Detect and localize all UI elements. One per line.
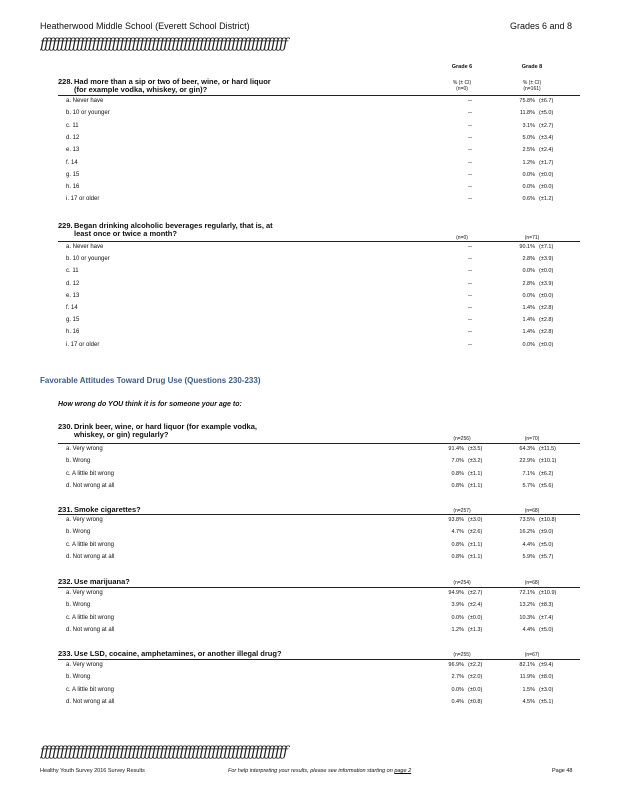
grade8-percent: 3.1% xyxy=(522,122,535,129)
sample-size-grade6: (n=0) xyxy=(456,86,468,92)
grade6-ci: (±3.2) xyxy=(468,458,483,465)
section-title: Favorable Attitudes Toward Drug Use (Questions 230-233) xyxy=(40,376,261,385)
grade6-ci: (±0.8) xyxy=(468,698,483,705)
grade8-percent: 13.2% xyxy=(519,602,535,609)
grade8-ci: (±8.3) xyxy=(539,602,554,609)
option-label: e. 13 xyxy=(66,147,80,154)
question-text-line2: (for example vodka, whiskey, or gin)? xyxy=(74,85,208,94)
grade6-percent: 0.8% xyxy=(451,541,464,548)
sample-size-grade6: (n=0) xyxy=(456,235,468,241)
grade8-percent: 11.9% xyxy=(519,674,535,681)
grade6-percent: -- xyxy=(468,280,472,287)
sample-size-grade8: (n=71) xyxy=(524,235,540,241)
grade8-percent: 4.4% xyxy=(522,541,535,548)
grade8-percent: 1.2% xyxy=(522,159,535,166)
grade8-ci: (±2.8) xyxy=(539,329,554,336)
grade8-percent: 2.8% xyxy=(522,256,535,263)
option-label: e. 13 xyxy=(66,292,80,299)
grade6-percent: -- xyxy=(468,256,472,263)
option-label: d. Not wrong at all xyxy=(66,698,115,705)
grade8-percent: 1.4% xyxy=(522,329,535,336)
question-text-line1: Smoke cigarettes? xyxy=(74,505,141,514)
option-label: b. Wrong xyxy=(66,674,91,681)
grade6-percent: 0.4% xyxy=(451,698,464,705)
question-231 xyxy=(58,506,388,514)
question-text-line1: Use marijuana? xyxy=(74,577,130,586)
option-label: d. 12 xyxy=(66,280,80,287)
grade8-percent: 90.1% xyxy=(519,244,535,250)
grade6-percent: -- xyxy=(468,305,472,311)
question-rule xyxy=(58,514,580,515)
grade8-ci: (±7.1) xyxy=(539,244,554,250)
grade6-percent: 91.4% xyxy=(448,446,464,452)
grade8-ci: (±9.4) xyxy=(539,662,554,668)
document-header-grades: Grades 6 and 8 xyxy=(510,21,573,31)
grade8-ci: (±2.4) xyxy=(539,147,554,154)
option-label: b. 10 or younger xyxy=(66,256,110,263)
question-rule xyxy=(58,587,580,588)
grade8-percent: 0.0% xyxy=(522,171,535,178)
grade8-percent: 4.5% xyxy=(522,698,535,705)
option-label: i. 17 or older xyxy=(66,196,100,203)
question-rule xyxy=(58,95,580,96)
grade6-percent: 4.7% xyxy=(451,529,464,536)
question-230 xyxy=(58,423,388,439)
column-heading-grade6: Grade 6 xyxy=(451,64,473,70)
question-number: 233. xyxy=(58,649,73,658)
grade8-ci: (±5.1) xyxy=(539,698,554,705)
sample-size-grade8: (n=68) xyxy=(524,508,540,514)
sample-size-grade8: (n=68) xyxy=(524,580,540,586)
question-rule xyxy=(58,659,580,660)
grade8-ci: (±10.1) xyxy=(539,458,557,465)
grade8-ci: (±3.9) xyxy=(539,280,554,287)
grade6-percent: -- xyxy=(468,244,472,250)
grade8-percent: 1.4% xyxy=(522,317,535,324)
option-label: a. Never have xyxy=(66,244,104,250)
grade6-ci: (±3.5) xyxy=(468,446,483,452)
grade6-ci: (±1.1) xyxy=(468,553,483,560)
ci-label-grade8: % (± CI) xyxy=(522,80,542,86)
grade8-ci: (±3.4) xyxy=(539,134,554,141)
grade8-ci: (±1.2) xyxy=(539,196,554,203)
grade8-ci: (±9.0) xyxy=(539,529,554,536)
option-label: h. 16 xyxy=(66,329,80,336)
question-number: 231. xyxy=(58,505,73,514)
option-label: g. 15 xyxy=(66,317,80,324)
option-label: i. 17 or older xyxy=(66,341,100,348)
grade8-ci: (±0.0) xyxy=(539,268,554,275)
grade8-ci: (±6.7) xyxy=(539,98,554,104)
grade6-percent: 96.9% xyxy=(448,662,464,668)
grade6-percent: 0.0% xyxy=(451,614,464,621)
grade8-ci: (±11.5) xyxy=(539,446,556,452)
grade8-ci: (±2.8) xyxy=(539,317,554,324)
grade6-percent: 0.8% xyxy=(451,482,464,489)
grade6-percent: -- xyxy=(468,98,472,104)
question-228 xyxy=(58,78,388,94)
footer-help-sentence: For help interpreting your results, please see information starting on xyxy=(228,768,393,774)
grade8-ci: (±0.0) xyxy=(539,171,554,178)
option-label: g. 15 xyxy=(66,171,80,178)
grade6-percent: -- xyxy=(468,122,472,129)
question-text-line2: least once or twice a month? xyxy=(74,229,177,238)
grade6-percent: -- xyxy=(468,329,472,336)
grade6-ci: (±2.0) xyxy=(468,674,483,681)
option-label: b. Wrong xyxy=(66,458,91,465)
question-rule xyxy=(58,443,580,444)
grade6-ci: (±0.0) xyxy=(468,686,483,693)
question-number: 228. xyxy=(58,77,73,86)
question-233 xyxy=(58,650,388,658)
option-label: d. Not wrong at all xyxy=(66,626,115,633)
grade6-ci: (±3.0) xyxy=(468,517,483,523)
grade8-percent: 10.3% xyxy=(519,614,535,621)
question-number: 229. xyxy=(58,221,73,230)
header-decorative-rule: ƒƒƒƒƒƒƒƒƒƒƒƒƒƒƒƒƒƒƒƒƒƒƒƒƒƒƒƒƒƒƒƒƒƒƒƒƒƒƒƒƒƒƒƒƒƒƒƒƒƒƒƒƒƒƒƒƒƒƒƒƒƒ xyxy=(40,36,287,52)
grade6-ci: (±1.1) xyxy=(468,470,483,477)
option-label: c. A little bit wrong xyxy=(66,614,115,621)
grade8-percent: 5.9% xyxy=(522,553,535,560)
grade8-percent: 22.9% xyxy=(519,458,535,465)
sample-size-grade6: (n=256) xyxy=(453,436,471,442)
option-label: a. Never have xyxy=(66,98,104,104)
grade8-ci: (±0.0) xyxy=(539,184,554,191)
question-text-line1: Had more than a sip or two of beer, wine, or hard liquor xyxy=(74,77,271,86)
grade8-percent: 0.0% xyxy=(522,268,535,275)
sample-size-grade8: (n=70) xyxy=(524,436,540,442)
option-label: b. 10 or younger xyxy=(66,110,110,117)
grade6-percent: 1.2% xyxy=(451,626,464,633)
sample-size-grade6: (n=255) xyxy=(453,652,471,658)
grade6-percent: -- xyxy=(468,171,472,178)
grade8-percent: 16.2% xyxy=(519,529,535,536)
ci-label-grade6: % (± CI) xyxy=(452,80,472,86)
grade6-percent: 2.7% xyxy=(451,674,464,681)
grade8-percent: 75.8% xyxy=(519,98,535,104)
grade6-percent: -- xyxy=(468,341,472,348)
question-number: 232. xyxy=(58,577,73,586)
question-text-line1: Drink beer, wine, or hard liquor (for example vodka, xyxy=(74,422,257,431)
grade6-percent: -- xyxy=(468,147,472,154)
option-label: c. 11 xyxy=(66,268,79,275)
grade8-percent: 4.4% xyxy=(522,626,535,633)
grade8-ci: (±7.4) xyxy=(539,614,554,621)
grade6-percent: 0.0% xyxy=(451,686,464,693)
grade8-ci: (±3.9) xyxy=(539,256,554,263)
option-label: c. A little bit wrong xyxy=(66,541,115,548)
footer-decorative-rule: ƒƒƒƒƒƒƒƒƒƒƒƒƒƒƒƒƒƒƒƒƒƒƒƒƒƒƒƒƒƒƒƒƒƒƒƒƒƒƒƒƒƒƒƒƒƒƒƒƒƒƒƒƒƒƒƒƒƒƒƒƒƒ xyxy=(40,744,287,760)
footer-survey-title: Healthy Youth Survey 2016 Survey Results xyxy=(40,768,145,774)
sample-size-grade8: (n=161) xyxy=(523,86,541,92)
grade8-percent: 73.5% xyxy=(519,517,535,523)
grade8-percent: 0.0% xyxy=(522,292,535,299)
grade8-ci: (±5.0) xyxy=(539,110,554,117)
footer-help-text xyxy=(228,768,411,774)
sample-size-grade8: (n=67) xyxy=(524,652,540,658)
option-label: a. Very wrong xyxy=(66,517,103,523)
sample-size-grade6: (n=254) xyxy=(453,580,471,586)
grade6-percent: -- xyxy=(468,292,472,299)
grade6-ci: (±1.1) xyxy=(468,482,483,489)
grade6-ci: (±2.6) xyxy=(468,529,483,536)
grade8-percent: 7.1% xyxy=(522,470,535,477)
option-label: h. 16 xyxy=(66,184,80,191)
grade6-ci: (±1.1) xyxy=(468,541,483,548)
option-label: b. Wrong xyxy=(66,529,91,536)
question-number: 230. xyxy=(58,422,73,431)
grade8-ci: (±6.2) xyxy=(539,470,554,477)
grade8-ci: (±5.0) xyxy=(539,626,554,633)
footer-page-link[interactable]: page 2 xyxy=(394,768,412,774)
grade6-ci: (±2.7) xyxy=(468,590,483,596)
option-label: f. 14 xyxy=(66,305,78,311)
section-prompt: How wrong do YOU think it is for someone your age to: xyxy=(58,401,242,408)
grade8-percent: 2.8% xyxy=(522,280,535,287)
grade6-percent: 3.9% xyxy=(451,602,464,609)
document-header-title: Heatherwood Middle School (Everett School District) xyxy=(40,21,250,31)
grade8-ci: (±0.0) xyxy=(539,341,554,348)
grade6-ci: (±2.2) xyxy=(468,662,483,668)
column-heading-grade8: Grade 8 xyxy=(521,64,543,70)
footer-page-number: Page 48 xyxy=(552,768,573,774)
grade6-percent: 0.8% xyxy=(451,553,464,560)
option-label: b. Wrong xyxy=(66,602,91,609)
grade6-percent: -- xyxy=(468,184,472,191)
grade8-percent: 0.6% xyxy=(522,196,535,203)
grade8-ci: (±8.0) xyxy=(539,674,554,681)
grade6-percent: -- xyxy=(468,110,472,117)
grade6-percent: -- xyxy=(468,159,472,166)
question-232 xyxy=(58,578,388,586)
question-text-line1: Began drinking alcoholic beverages regularly, that is, at xyxy=(74,221,273,230)
grade8-percent: 5.0% xyxy=(522,134,535,141)
grade8-percent: 11.8% xyxy=(519,110,535,117)
grade8-percent: 1.4% xyxy=(522,305,535,311)
option-label: f. 14 xyxy=(66,159,78,166)
grade8-percent: 72.1% xyxy=(519,590,535,596)
grade6-ci: (±0.0) xyxy=(468,614,483,621)
question-text-line1: Use LSD, cocaine, amphetamines, or another illegal drug? xyxy=(74,649,282,658)
option-label: c. 11 xyxy=(66,122,79,129)
grade6-percent: 7.0% xyxy=(451,458,464,465)
question-rule xyxy=(58,241,580,242)
grade6-percent: 0.8% xyxy=(451,470,464,477)
option-label: a. Very wrong xyxy=(66,590,103,596)
option-label: c. A little bit wrong xyxy=(66,470,115,477)
grade8-ci: (±5.0) xyxy=(539,541,554,548)
grade8-ci: (±10.9) xyxy=(539,590,557,596)
option-label: c. A little bit wrong xyxy=(66,686,115,693)
option-label: d. Not wrong at all xyxy=(66,553,115,560)
grade8-percent: 5.7% xyxy=(522,482,535,489)
grade6-ci: (±2.4) xyxy=(468,602,483,609)
grade8-percent: 2.5% xyxy=(522,147,535,154)
grade6-percent: 94.9% xyxy=(448,590,464,596)
option-label: a. Very wrong xyxy=(66,662,103,668)
grade8-ci: (±2.7) xyxy=(539,122,554,129)
grade6-percent: -- xyxy=(468,268,472,275)
grade8-percent: 1.5% xyxy=(522,686,535,693)
grade6-percent: 93.8% xyxy=(448,517,464,523)
grade8-percent: 82.1% xyxy=(519,662,535,668)
grade6-ci: (±1.3) xyxy=(468,626,483,633)
grade8-ci: (±5.7) xyxy=(539,553,554,560)
option-label: a. Very wrong xyxy=(66,446,103,452)
grade8-percent: 64.3% xyxy=(519,446,535,452)
grade8-percent: 0.0% xyxy=(522,184,535,191)
grade8-ci: (±0.0) xyxy=(539,292,554,299)
question-text-line2: whiskey, or gin) regularly? xyxy=(74,430,169,439)
question-229 xyxy=(58,222,388,238)
grade8-ci: (±10.8) xyxy=(539,517,557,523)
grade6-percent: -- xyxy=(468,134,472,141)
grade8-ci: (±3.0) xyxy=(539,686,554,693)
grade8-ci: (±5.6) xyxy=(539,482,554,489)
option-label: d. 12 xyxy=(66,134,80,141)
grade6-percent: -- xyxy=(468,317,472,324)
option-label: d. Not wrong at all xyxy=(66,482,115,489)
grade8-ci: (±1.7) xyxy=(539,159,554,166)
grade8-percent: 0.0% xyxy=(522,341,535,348)
grade6-percent: -- xyxy=(468,196,472,203)
sample-size-grade6: (n=257) xyxy=(453,508,471,514)
grade8-ci: (±2.8) xyxy=(539,305,554,311)
